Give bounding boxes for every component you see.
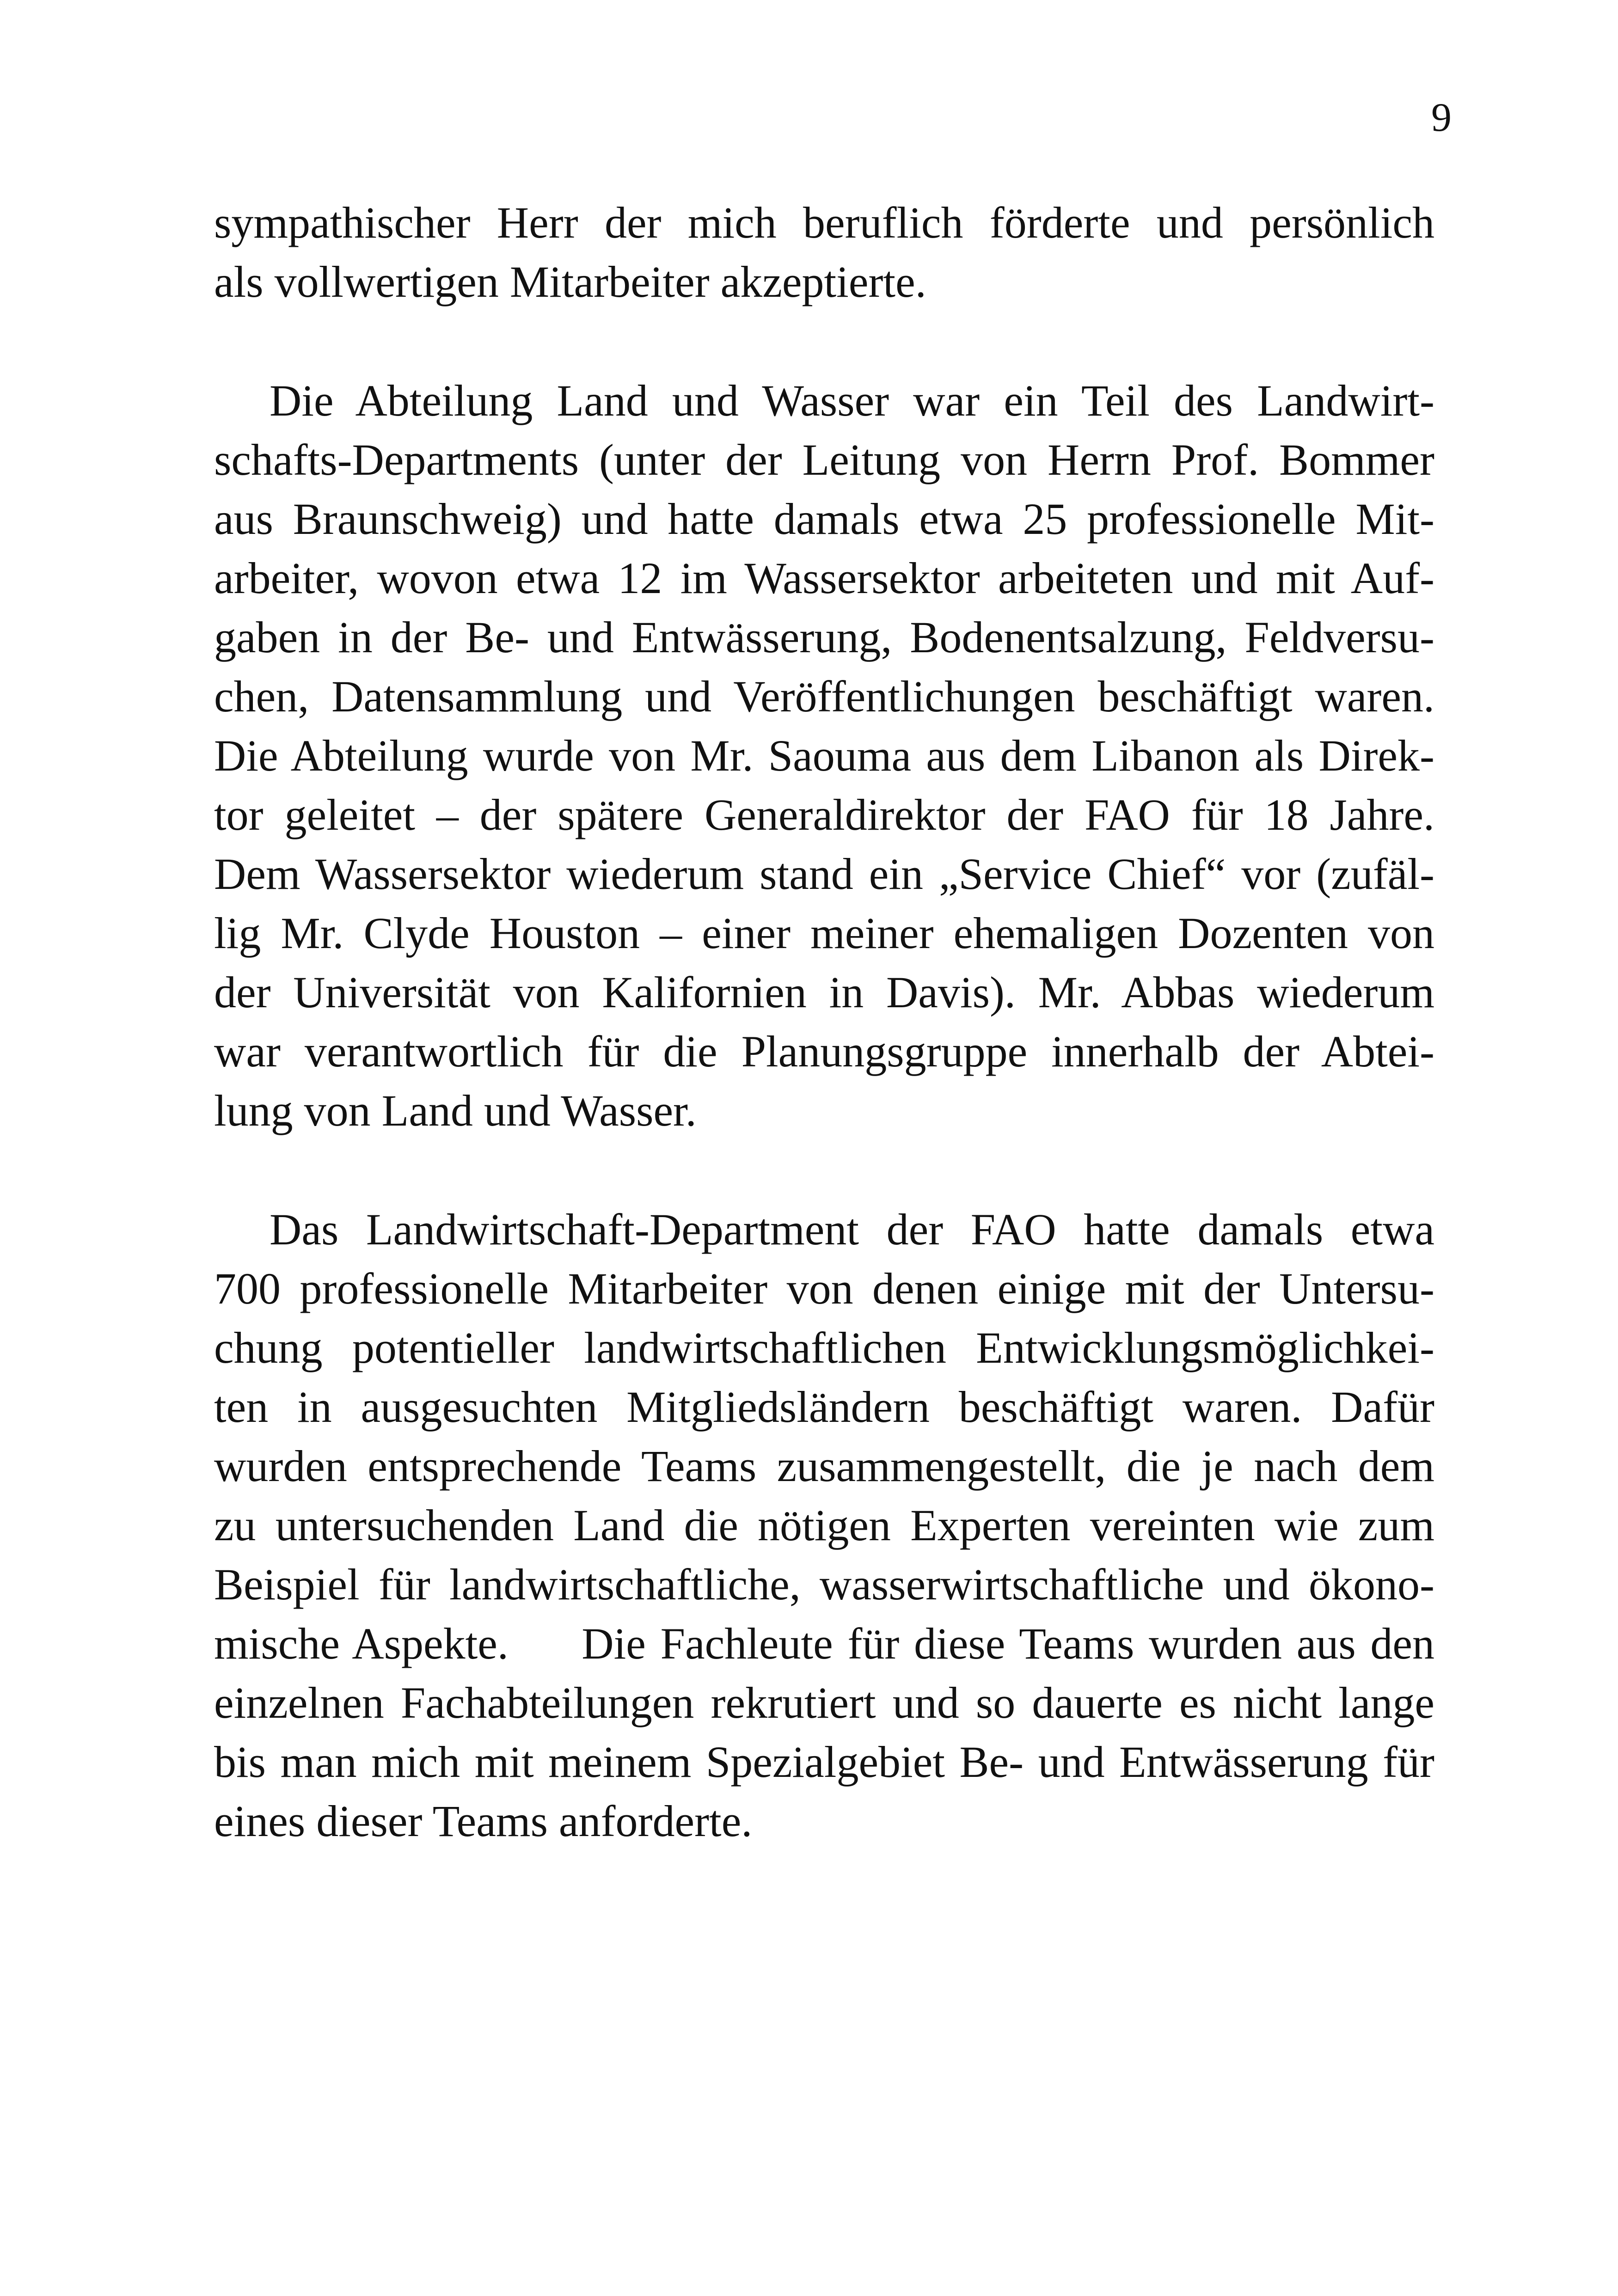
paragraph-2-line-2: schafts-Departments (unter der Leitung von Herrn Prof. Bommer <box>214 435 1434 484</box>
paragraph-2-line-6: chen, Datensammlung und Veröffentlichungen beschäftigt waren. <box>214 672 1434 721</box>
paragraph-2-line-10: lig Mr. Clyde Houston – einer meiner ehemaligen Dozenten von <box>214 908 1434 958</box>
paragraph-2-line-5: gaben in der Be- und Entwässerung, Bodenentsalzung, Feldversu- <box>214 612 1434 662</box>
paragraph-3-line-2: 700 professionelle Mitarbeiter von denen einige mit der Untersu- <box>214 1264 1434 1313</box>
paragraph-3-line-11: eines dieser Teams anforderte. <box>214 1796 753 1846</box>
paragraph-2-line-4: arbeiter, wovon etwa 12 im Wassersektor arbeiteten und mit Auf- <box>214 553 1434 603</box>
paragraph-3-line-4: ten in ausgesuchten Mitgliedsländern beschäftigt waren. Dafür <box>214 1382 1434 1432</box>
paragraph-3-line-3: chung potentieller landwirtschaftlichen Entwicklungsmöglichkei- <box>214 1323 1434 1372</box>
paragraph-3-line-5: wurden entsprechende Teams zusammengestellt, die je nach dem <box>214 1441 1434 1491</box>
paragraph-2-line-7: Die Abteilung wurde von Mr. Saouma aus dem Libanon als Direk- <box>214 731 1434 780</box>
page-number: 9 <box>1431 95 1452 140</box>
paragraph-3-line-10: bis man mich mit meinem Spezialgebiet Be- und Entwässerung für <box>214 1737 1434 1787</box>
paragraph-3-line-9: einzelnen Fachabteilungen rekrutiert und so dauerte es nicht lange <box>214 1678 1434 1727</box>
paragraph-2-line-12: war verantwortlich für die Planungsgruppe innerhalb der Abtei- <box>214 1027 1434 1076</box>
paragraph-2-line-1: Die Abteilung Land und Wasser war ein Teil des Landwirt- <box>270 376 1434 425</box>
paragraph-2-line-11: der Universität von Kalifornien in Davis). Mr. Abbas wiederum <box>214 967 1434 1017</box>
paragraph-2-line-3: aus Braunschweig) und hatte damals etwa 25 professionelle Mit- <box>214 494 1434 544</box>
paragraph-3-line-8: mische Aspekte. Die Fachleute für diese Teams wurden aus den <box>214 1619 1434 1668</box>
paragraph-1-line-1: sympathischer Herr der mich beruflich förderte und persönlich <box>214 198 1434 247</box>
paragraph-3-line-6: zu untersuchenden Land die nötigen Experten vereinten wie zum <box>214 1500 1434 1550</box>
paragraph-1-line-2: als vollwertigen Mitarbeiter akzeptierte. <box>214 257 926 306</box>
paragraph-2-line-13: lung von Land und Wasser. <box>214 1086 697 1135</box>
paragraph-3-line-7: Beispiel für landwirtschaftliche, wasserwirtschaftliche und ökono- <box>214 1560 1434 1609</box>
paragraph-2-line-8: tor geleitet – der spätere Generaldirektor der FAO für 18 Jahre. <box>214 790 1434 839</box>
paragraph-3-line-1: Das Landwirtschaft-Department der FAO hatte damals etwa <box>270 1205 1434 1254</box>
paragraph-2-line-9: Dem Wassersektor wiederum stand ein „Service Chief“ vor (zufäl- <box>214 849 1434 899</box>
